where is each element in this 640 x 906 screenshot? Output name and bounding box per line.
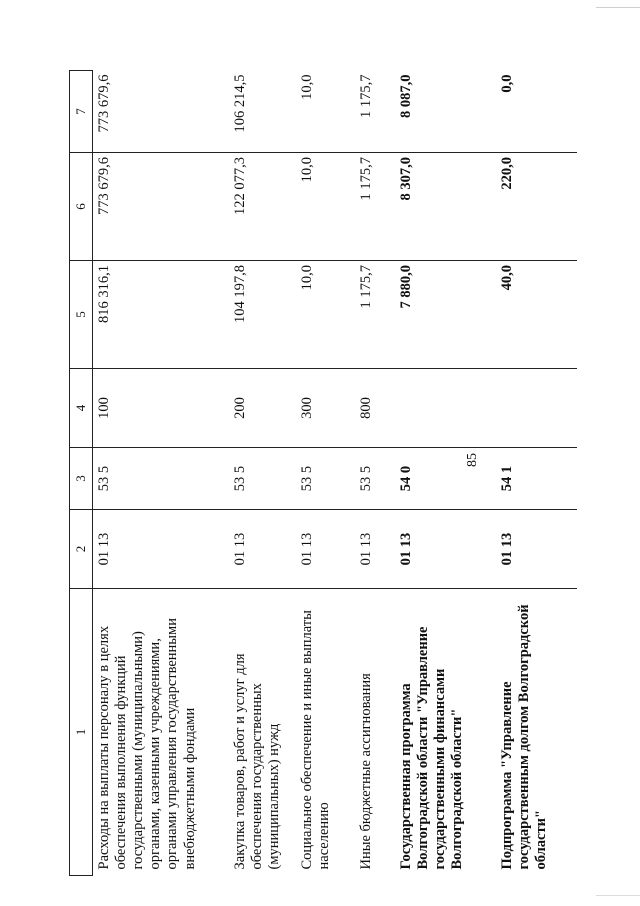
page-number: 85 [465,453,480,467]
table-row [496,71,577,876]
row-expense-type [395,369,496,448]
row-value-col6: 1 175,7 [355,153,395,261]
row-target-code: 53 5 [355,448,395,510]
table-row [395,71,496,876]
column-header-5: 5 [70,261,93,369]
row-target-code: 53 5 [296,448,355,510]
row-section-code: 01 13 [496,510,577,589]
row-value-col7: 773 679,6 [93,71,230,153]
row-value-col7: 8 087,0 [395,71,496,153]
row-name: Подпрограмма "Управление государственным долгом Волгоградской области" [499,604,550,870]
row-name: Закупка товаров, работ и услуг для обеспечения государственных (муниципальных) нужд [232,653,283,870]
row-value-col6: 122 077,3 [229,153,296,261]
row-value-col5: 816 316,1 [93,261,230,369]
row-value-col7: 10,0 [296,71,355,153]
table-row [229,71,296,876]
row-value-col6: 8 307,0 [395,153,496,261]
row-value-col6: 773 679,6 [93,153,230,261]
table-row [93,71,230,876]
row-name: Иные бюджетные ассигнования [358,673,374,870]
row-value-col7: 0,0 [496,71,577,153]
row-name: Государственная программа Волгоградской области "Управление государственными финансами Волгоградской области" [398,626,466,870]
column-header-4: 4 [70,369,93,448]
row-value-col5: 10,0 [296,261,355,369]
column-header-6: 6 [70,153,93,261]
table-row [296,71,355,876]
row-expense-type [496,369,577,448]
column-header-1: 1 [70,589,93,876]
budget-table [69,70,577,876]
row-value-col7: 106 214,5 [229,71,296,153]
row-value-col6: 10,0 [296,153,355,261]
table-row [355,71,395,876]
row-section-code: 01 13 [93,510,230,589]
row-expense-type: 200 [229,369,296,448]
row-expense-type: 300 [296,369,355,448]
column-header-7: 7 [70,71,93,153]
row-value-col5: 104 197,8 [229,261,296,369]
row-target-code: 53 5 [229,448,296,510]
row-value-col5: 7 880,0 [395,261,496,369]
row-expense-type: 100 [93,369,230,448]
column-header-3: 3 [70,448,93,510]
row-section-code: 01 13 [355,510,395,589]
row-section-code: 01 13 [229,510,296,589]
row-value-col5: 1 175,7 [355,261,395,369]
column-header-2: 2 [70,510,93,589]
row-value-col5: 40,0 [496,261,577,369]
row-value-col7: 1 175,7 [355,71,395,153]
row-target-code: 54 0 [395,448,496,510]
table-header-row [70,71,93,876]
row-value-col6: 220,0 [496,153,577,261]
row-expense-type: 800 [355,369,395,448]
row-section-code: 01 13 [395,510,496,589]
row-section-code: 01 13 [296,510,355,589]
row-name: Расходы на выплаты персоналу в целях обеспечения выполнения функций государственными (муниципальными) органами, казенными учреждениями, органами управления государственными внебюджетными фондами [96,618,198,870]
row-target-code: 53 5 [93,448,230,510]
row-target-code: 54 1 [496,448,577,510]
row-name: Социальное обеспечение и иные выплаты населению [299,610,333,870]
